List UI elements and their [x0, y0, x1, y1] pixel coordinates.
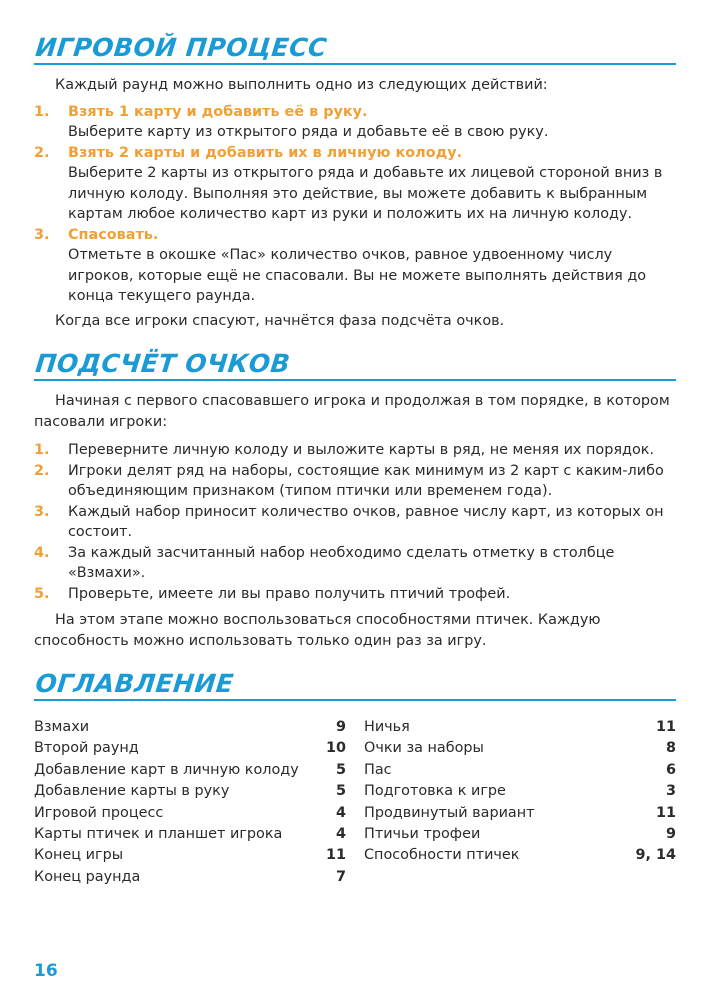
toc-page: 9: [665, 826, 676, 843]
step-text: Игроки делят ряд на наборы, состоящие как минимум из 2 карт с каким-либо объединяющим признаком (типом птички или временем года).: [68, 462, 664, 499]
toc-entry: [34, 867, 346, 888]
toc-entry: [364, 824, 676, 845]
action-description: Отметьте в окошке «Пас» количество очков, равное удвоенному числу игроков, которые ещё не спасовали. Вы не можете выполнять действия до конца текущего раунда.: [68, 247, 647, 304]
toc-label: Птичьи трофеи: [364, 826, 481, 843]
action-number: 1.: [34, 103, 50, 120]
step-text: Переверните личную колоду и выложите карты в ряд, не меняя их порядок.: [68, 442, 655, 458]
toc-page: 9: [335, 719, 346, 735]
scoring-step: [34, 461, 676, 502]
gameplay-heading: ИГРОВОЙ ПРОЦЕСС: [34, 33, 329, 62]
scoring-outro: На этом этапе можно воспользоваться способностями птичек. Каждую способность можно использовать только один раз за игру.: [34, 612, 601, 649]
toc-entry: [364, 845, 676, 866]
toc-entry: [364, 760, 676, 781]
rulebook-page: [34, 0, 676, 888]
scoring-steps-list: [34, 440, 676, 604]
scoring-step: [34, 502, 676, 543]
action-title: Взять 2 карты и добавить их в личную колоду.: [68, 144, 463, 161]
scoring-step: [34, 543, 676, 584]
scoring-intro: Начиная с первого спасовавшего игрока и продолжая в том порядке, в котором пасовали игроки:: [34, 393, 670, 430]
scoring-step: [34, 440, 676, 461]
toc-entry: [364, 717, 676, 738]
step-text: За каждый засчитанный набор необходимо сделать отметку в столбце «Взмахи».: [68, 544, 615, 581]
toc-page: 11: [325, 847, 346, 864]
step-number: 1.: [34, 442, 50, 458]
toc-page: 9, 14: [635, 847, 676, 864]
contents-heading-block: [34, 669, 676, 701]
action-description: Выберите карту из открытого ряда и добавьте её в свою руку.: [68, 124, 549, 140]
toc-label: Очки за наборы: [364, 740, 484, 757]
toc-label: Конец раунда: [34, 868, 141, 885]
toc-entry: [34, 824, 346, 845]
action-item: [34, 225, 676, 307]
toc-page: 11: [655, 719, 676, 735]
gameplay-actions-list: [34, 102, 676, 307]
toc-label: Добавление карт в личную колоду: [34, 761, 299, 778]
gameplay-heading-block: [34, 33, 676, 65]
gameplay-outro: Когда все игроки спасуют, начнётся фаза подсчёта очков.: [55, 312, 505, 329]
action-title: Взять 1 карту и добавить её в руку.: [68, 103, 368, 120]
toc-entry: [364, 803, 676, 824]
toc-entry: [34, 760, 346, 781]
toc-page: 11: [655, 804, 676, 821]
toc-entry: [34, 781, 346, 802]
toc-label: Добавление карты в руку: [34, 783, 230, 800]
toc-entry: [364, 738, 676, 759]
toc-page: 7: [335, 868, 346, 885]
page-number: 16: [34, 961, 58, 981]
step-text: Каждый набор приносит количество очков, равное числу карт, из которых он состоит.: [68, 503, 664, 540]
step-number: 4.: [34, 544, 50, 561]
table-of-contents: [34, 717, 676, 888]
step-number: 2.: [34, 462, 50, 479]
toc-label: Конец игры: [34, 847, 124, 864]
toc-label: Пас: [364, 761, 392, 778]
toc-page: 10: [325, 740, 346, 757]
toc-right-column: [364, 717, 676, 888]
step-number: 3.: [34, 503, 50, 520]
contents-heading: ОГЛАВЛЕНИЕ: [34, 669, 236, 698]
toc-entry: [34, 717, 346, 738]
toc-page: 3: [665, 783, 676, 800]
scoring-heading: ПОДСЧЁТ ОЧКОВ: [34, 349, 292, 378]
toc-page: 8: [665, 740, 676, 757]
toc-entry: [364, 781, 676, 802]
step-text: Проверьте, имеете ли вы право получить птичий трофей.: [68, 585, 511, 602]
scoring-heading-block: [34, 349, 676, 381]
toc-label: Ничья: [364, 719, 410, 735]
toc-label: Взмахи: [34, 719, 90, 735]
action-number: 2.: [34, 144, 50, 161]
toc-left-column: [34, 717, 346, 888]
action-item: [34, 102, 676, 143]
toc-page: 5: [335, 761, 346, 778]
toc-label: Второй раунд: [34, 740, 139, 757]
scoring-step: [34, 584, 676, 605]
toc-label: Продвинутый вариант: [364, 804, 535, 821]
toc-page: 6: [665, 761, 676, 778]
gameplay-intro: Каждый раунд можно выполнить одно из следующих действий:: [55, 77, 548, 93]
toc-entry: [34, 803, 346, 824]
action-item: [34, 143, 676, 225]
toc-entry: [34, 738, 346, 759]
action-description: Выберите 2 карты из открытого ряда и добавьте их лицевой стороной вниз в личную колоду. Выполняя это действие, вы можете добавить к выбранным картам любое количество карт из руки и положить их на личную колоду.: [68, 165, 663, 222]
toc-label: Способности птичек: [364, 847, 520, 864]
toc-entry: [34, 845, 346, 866]
toc-label: Карты птичек и планшет игрока: [34, 826, 283, 843]
toc-page: 5: [335, 783, 346, 800]
toc-page: 4: [335, 804, 346, 821]
toc-page: 4: [335, 826, 346, 843]
toc-label: Подготовка к игре: [364, 783, 506, 800]
action-number: 3.: [34, 226, 50, 243]
action-title: Спасовать.: [68, 226, 159, 243]
step-number: 5.: [34, 585, 50, 602]
toc-label: Игровой процесс: [34, 804, 164, 821]
